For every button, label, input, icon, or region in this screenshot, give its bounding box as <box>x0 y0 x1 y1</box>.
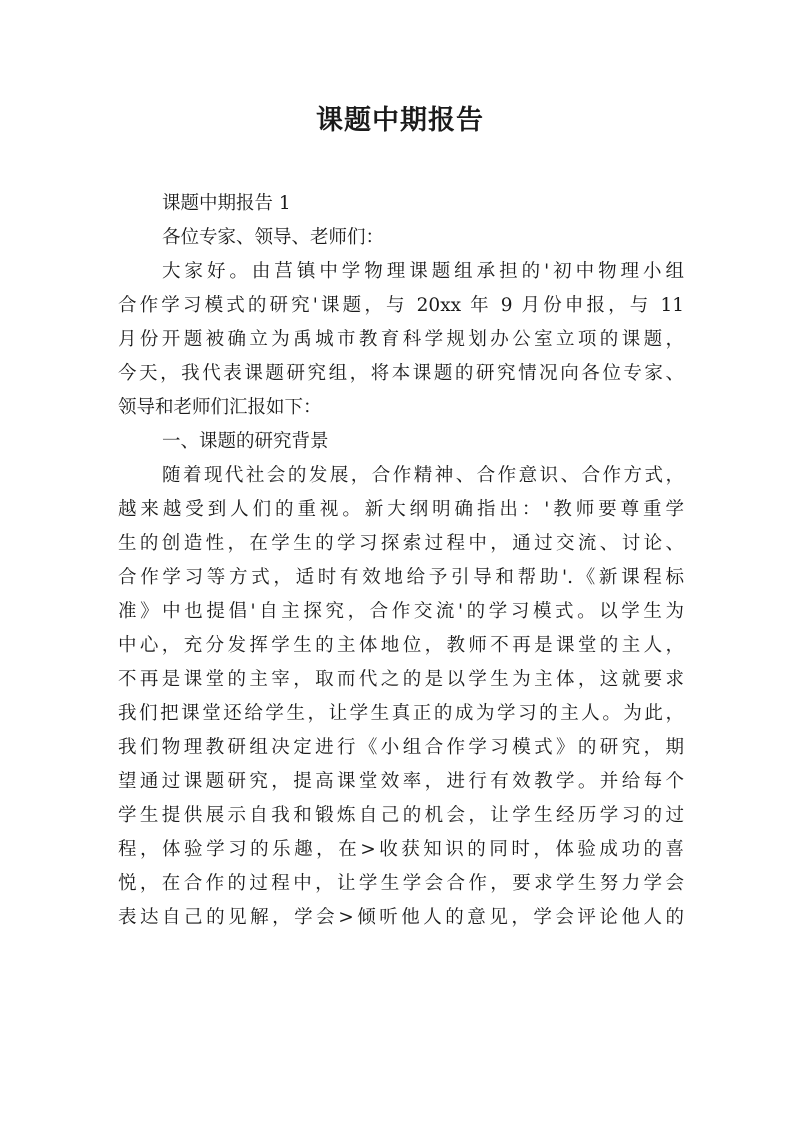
paragraph-line: 月份开题被确立为禹城市教育科学规划办公室立项的课题， <box>118 329 684 350</box>
paragraph-line: 生的创造性，在学生的学习探索过程中，通过交流、讨论、 <box>118 533 684 554</box>
paragraph-line: 我们把课堂还给学生，让学生真正的成为学习的主人。为此， <box>118 703 684 724</box>
paragraph-line: 程，体验学习的乐趣，在>收获知识的同时，体验成功的喜 <box>118 839 684 860</box>
paragraph-line: 中心，充分发挥学生的主体地位，教师不再是课堂的主人， <box>118 635 684 656</box>
paragraph-line: 今天，我代表课题研究组，将本课题的研究情况向各位专家、 <box>118 363 684 384</box>
document-title: 课题中期报告 <box>316 105 484 136</box>
paragraph-line: 不再是课堂的主宰，取而代之的是以学生为主体，这就要求 <box>118 669 684 690</box>
paragraph-line: 悦，在合作的过程中，让学生学会合作，要求学生努力学会 <box>118 873 684 894</box>
paragraph-line: 随着现代社会的发展，合作精神、合作意识、合作方式， <box>162 465 684 486</box>
document-body <box>118 187 684 935</box>
paragraph-line: 合作学习等方式，适时有效地给予引导和帮助'.《新课程标 <box>118 567 684 588</box>
paragraph-line: 我们物理教研组决定进行《小组合作学习模式》的研究，期 <box>118 737 684 758</box>
paragraph-line: 准》中也提倡'自主探究，合作交流'的学习模式。以学生为 <box>118 601 684 622</box>
paragraph-line: 一、课题的研究背景 <box>162 431 329 452</box>
paragraph-line: 合作学习模式的研究'课题，与 20xx 年 9 月份申报，与 11 <box>118 295 684 316</box>
paragraph-line: 望通过课题研究，提高课堂效率，进行有效教学。并给每个 <box>118 771 684 792</box>
paragraph-line: 学生提供展示自我和锻炼自己的机会，让学生经历学习的过 <box>118 805 684 826</box>
paragraph-line: 课题中期报告 1 <box>162 193 291 214</box>
paragraph-line: 领导和老师们汇报如下： <box>118 397 322 418</box>
paragraph-line: 大家好。由莒镇中学物理课题组承担的'初中物理小组 <box>162 261 684 282</box>
paragraph-line: 表达自己的见解，学会>倾听他人的意见，学会评论他人的 <box>118 907 684 928</box>
paragraph-line: 各位专家、领导、老师们： <box>162 227 385 248</box>
paragraph-line: 越来越受到人们的重视。新大纲明确指出：'教师要尊重学 <box>118 499 684 520</box>
